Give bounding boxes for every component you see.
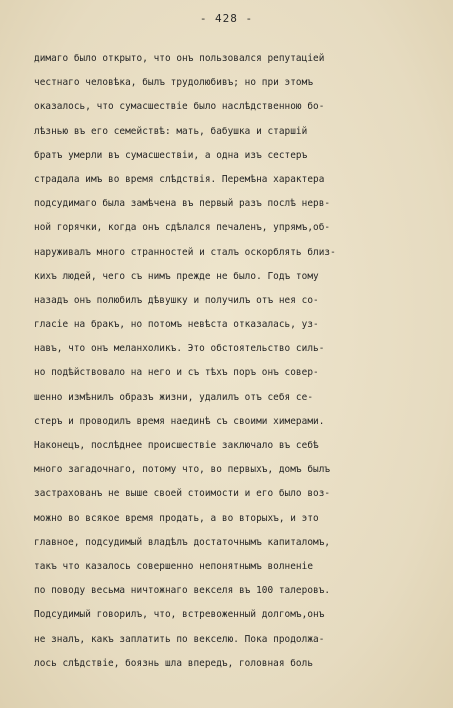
page-number: - 428 - [199,12,254,25]
text-line: застрахованъ не выше своей стоимости и его было воз- [34,488,331,500]
text-line: шенно измѣнилъ образъ жизни, удалилъ отъ себя се- [34,391,314,403]
body-text [34,47,434,676]
text-line: честнаго человѣка, былъ трудолюбивъ; но при этомъ [34,77,314,89]
text-line: главное, подсудимый владѣлъ достаточнымъ капиталомъ, [34,536,331,548]
text-line: можно во всякое время продать, а во вторыхъ, и это [34,512,319,524]
text-line: по поводу весьма ничтожнаго векселя въ 100 талеровъ. [34,585,331,597]
text-line: лѣзнью въ его семействѣ: мать, бабушка и старшiй [34,125,308,137]
text-line: не зналъ, какъ заплатить по векселю. Пока продолжа- [34,633,325,645]
text-line: кихъ людей, чего съ нимъ прежде не было. Годъ тому [34,270,319,282]
text-line: Наконецъ, послѣднее происшествiе заключало въ себѣ [34,440,319,451]
text-line: оказалось, что сумасшествiе было наслѣдственною бо- [34,101,325,113]
text-line: подсудимаго была замѣчена въ первый разъ послѣ нерв- [34,198,331,210]
text-line: страдала имъ во время слѣдствiя. Перемѣна характера [34,173,325,185]
text-line: назадъ онъ полюбилъ дѣвушку и получилъ отъ нея со- [34,294,319,306]
text-line: навъ, что онъ меланхоликъ. Это обстоятельство силь- [34,343,325,355]
text-line: лось слѣдствiе, боязнь шла впередъ, головная боль [34,657,314,669]
text-line: такъ что казалось совершенно непонятнымъ волненiе [34,560,314,572]
text-line: братъ умерли въ сумасшествiи, а одна изъ сестеръ [34,149,308,161]
text-line: димаго было открыто, что онъ пользовался репутацiей [34,53,325,64]
text-line: много загадочнаго, потому что, во первыхъ, домъ былъ [34,464,331,476]
text-line: Подсудимый говорилъ, что, встревоженный долгомъ,онъ [34,609,325,621]
text-line: гласiе на бракъ, но потомъ невѣста отказалась, уз- [34,319,319,331]
text-line: наруживалъ много странностей и сталъ оскорблять близ- [34,246,336,258]
text-line: но подѣйствовало на него и съ тѣхъ поръ онъ совер- [34,367,319,379]
text-line: ной горячки, когда онъ сдѣлался печаленъ, упрямъ,об- [34,222,331,234]
text-line: стеръ и проводилъ время наединѣ съ своими химерами. [34,415,325,427]
